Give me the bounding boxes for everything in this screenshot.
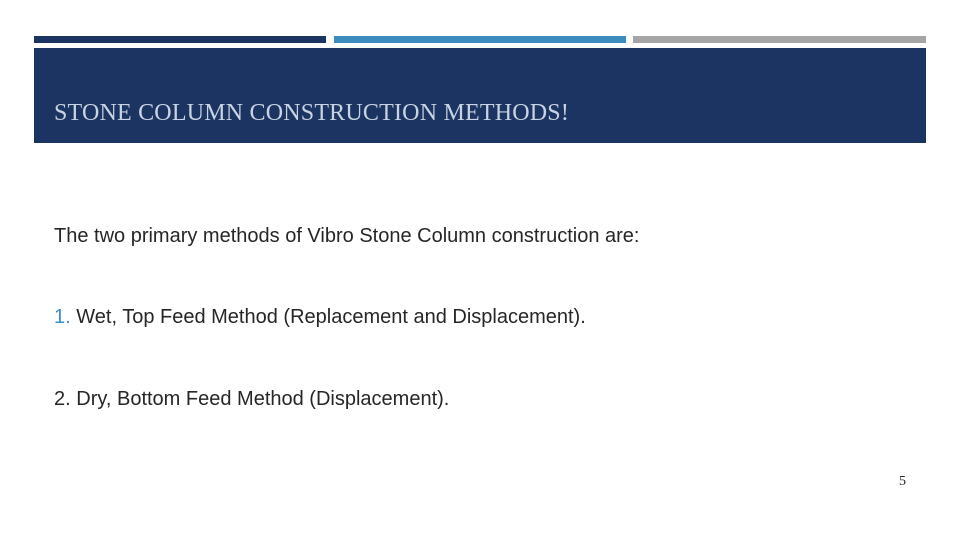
list-item-1 [54,306,586,329]
accent-bar-light-blue [334,36,626,43]
slide-title: STONE COLUMN CONSTRUCTION METHODS! [54,100,570,126]
list-item-2-text: Dry, Bottom Feed Method (Displacement). [70,388,450,410]
title-band [34,48,926,143]
accent-bar-dark-blue [34,36,326,43]
list-item-1-number: 1. [54,306,71,328]
list-item-2-number: 2. [54,388,71,410]
intro-text: The two primary methods of Vibro Stone Column construction are: [54,225,640,247]
list-item-2 [54,388,449,411]
page-number: 5 [899,474,906,489]
accent-bar-gray [633,36,926,43]
list-item-1-text: Wet, Top Feed Method (Replacement and Displacement). [70,306,586,328]
